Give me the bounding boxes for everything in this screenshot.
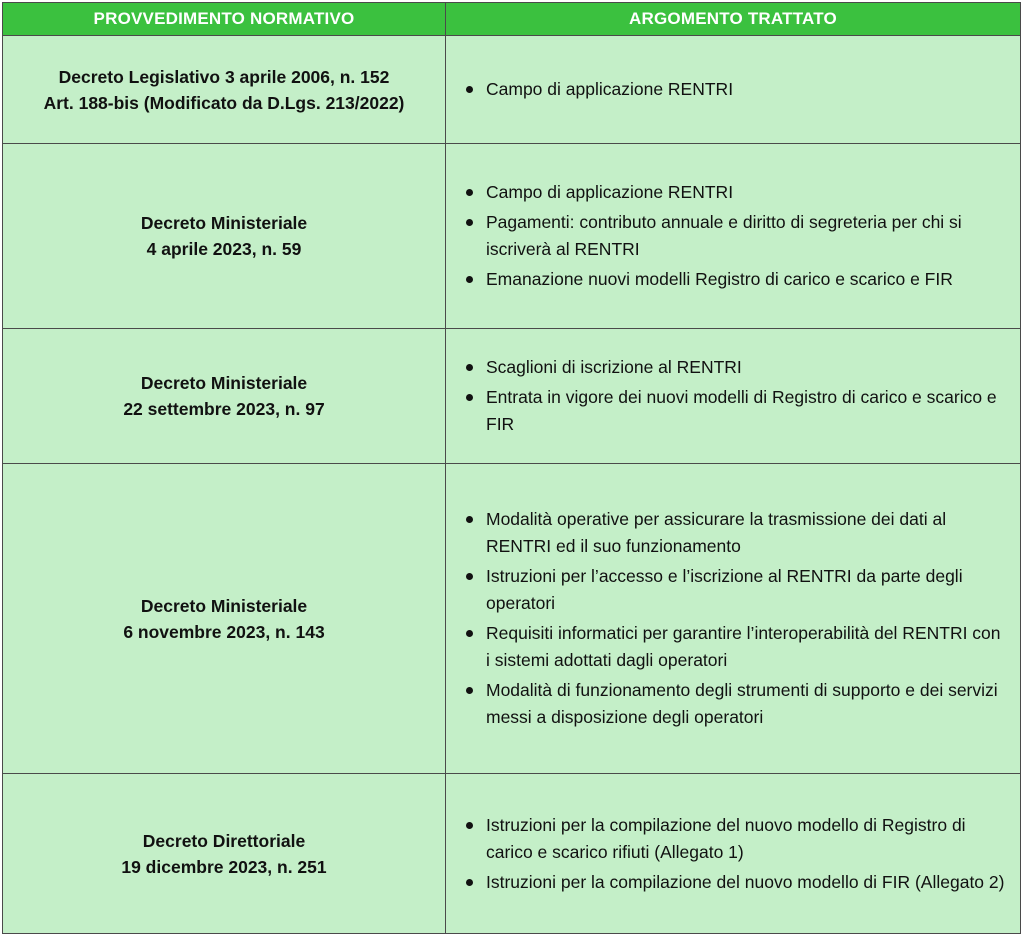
topic-item: Istruzioni per la compilazione del nuovo modello di FIR (Allegato 2) (462, 869, 1006, 896)
provvedimento-line: 6 novembre 2023, n. 143 (123, 621, 325, 642)
argomento-cell (446, 36, 1021, 144)
topic-item: Modalità di funzionamento degli strumenti di supporto e dei servizi messi a disposizione degli operatori (462, 677, 1006, 731)
argomento-cell (446, 329, 1021, 464)
provvedimento-line: Decreto Ministeriale (140, 373, 308, 393)
provvedimento-cell (3, 774, 446, 934)
topic-item: Entrata in vigore dei nuovi modelli di Registro di carico e scarico e FIR (462, 384, 1006, 438)
topic-list (462, 179, 1006, 293)
provvedimento-line: 19 dicembre 2023, n. 251 (121, 856, 327, 877)
topic-list (462, 76, 1006, 103)
topic-item: Emanazione nuovi modelli Registro di carico e scarico e FIR (462, 266, 1006, 293)
table-row (3, 36, 1021, 144)
topic-list (462, 812, 1006, 896)
topic-item: Modalità operative per assicurare la trasmissione dei dati al RENTRI ed il suo funzionamento (462, 506, 1006, 560)
provvedimento-line: Decreto Ministeriale (140, 595, 308, 616)
topic-item: Istruzioni per la compilazione del nuovo modello di Registro di carico e scarico rifiuti (Allegato 1) (462, 812, 1006, 866)
topic-list (462, 354, 1006, 438)
header-provvedimento: PROVVEDIMENTO NORMATIVO (3, 3, 446, 36)
table-row (3, 144, 1021, 329)
header-row (3, 3, 1021, 36)
topic-item: Campo di applicazione RENTRI (462, 76, 1006, 103)
provvedimento-line: 22 settembre 2023, n. 97 (123, 399, 325, 419)
topic-item: Campo di applicazione RENTRI (462, 179, 1006, 206)
argomento-cell (446, 144, 1021, 329)
topic-list (462, 506, 1006, 731)
provvedimento-line: Decreto Legislativo 3 aprile 2006, n. 152 (58, 66, 390, 87)
provvedimento-line: Decreto Ministeriale (140, 213, 308, 233)
provvedimento-line: Decreto Direttoriale (142, 830, 306, 851)
header-argomento: ARGOMENTO TRATTATO (446, 3, 1021, 36)
table-row (3, 774, 1021, 934)
provvedimento-line: 4 aprile 2023, n. 59 (146, 239, 302, 259)
provvedimento-cell (3, 144, 446, 329)
provvedimento-line: Art. 188-bis (Modificato da D.Lgs. 213/2022) (43, 92, 405, 113)
topic-item: Pagamenti: contributo annuale e diritto di segreteria per chi si iscriverà al RENTRI (462, 209, 1006, 263)
topic-item: Scaglioni di iscrizione al RENTRI (462, 354, 1006, 381)
table-row (3, 329, 1021, 464)
topic-item: Istruzioni per l’accesso e l’iscrizione al RENTRI da parte degli operatori (462, 563, 1006, 617)
topic-item: Requisiti informatici per garantire l’interoperabilità del RENTRI con i sistemi adottati dagli operatori (462, 620, 1006, 674)
regulations-table (2, 2, 1021, 934)
table-row (3, 464, 1021, 774)
provvedimento-cell (3, 36, 446, 144)
provvedimento-cell (3, 464, 446, 774)
provvedimento-cell (3, 329, 446, 464)
argomento-cell (446, 774, 1021, 934)
argomento-cell (446, 464, 1021, 774)
